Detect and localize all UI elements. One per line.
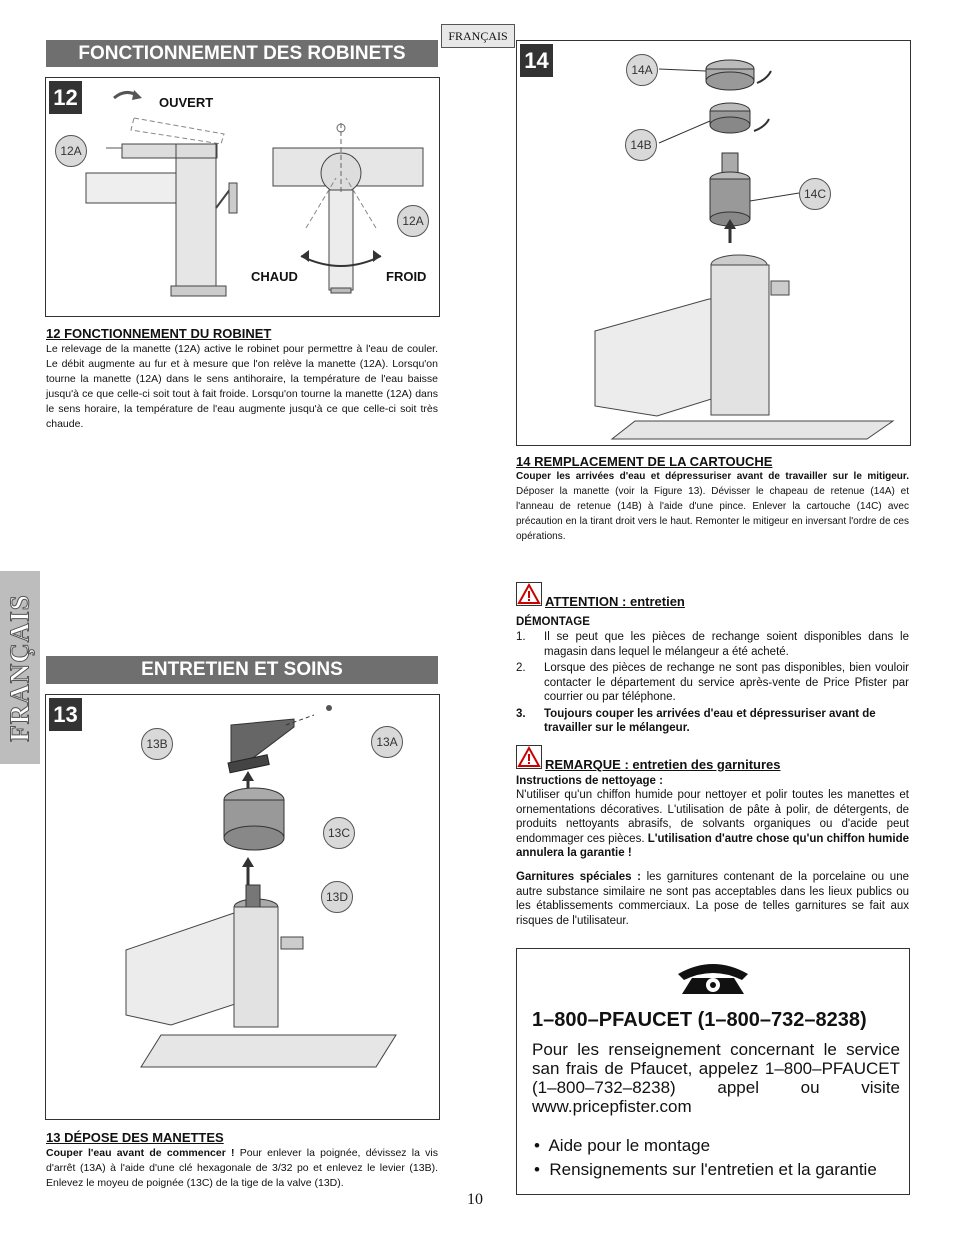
section-header-fonctionnement: FONCTIONNEMENT DES ROBINETS	[46, 40, 438, 67]
bullet-item: • Aide pour le montage	[534, 1136, 711, 1155]
side-tab-label: FRANÇAIS	[4, 593, 35, 742]
caption-13-body: Pour enlever la poignée, dévissez la vis d'arrêt (13A) à l'aide d'une clé hexagonale de 3/32 po et enlevez le levier (13B). Enlevez le moyeu de poignée (13C) de la tige de la valve (13D).	[46, 1147, 438, 1189]
caption-13-text	[46, 1146, 438, 1191]
page-number: 10	[467, 1191, 483, 1208]
attention-title: ATTENTION : entretien	[545, 594, 685, 609]
caption-13-bold: Couper l'eau avant de commencer !	[46, 1147, 235, 1159]
figure-number: 13	[49, 698, 82, 731]
callout-13c: 13C	[323, 817, 355, 849]
callout-12a: 12A	[55, 135, 87, 167]
special-trim-heading: Garnitures spéciales :	[516, 871, 641, 883]
callout-13a: 13A	[371, 726, 403, 758]
section-header-entretien: ENTRETIEN ET SOINS	[46, 656, 438, 684]
cleaning-body: N'utiliser qu'un chiffon humide pour nettoyer et polir toutes les manettes et ornementations décoratives. L'utilisation de pâte à polir, de détergents, de produits nettoyants abrasifs, de solvants organiques ou d'acide peut endommager ces pièces.	[516, 789, 909, 845]
callout-13b: 13B	[141, 728, 173, 760]
figure-13	[45, 694, 440, 1120]
warning-triangle-icon	[516, 745, 542, 769]
callout-14c: 14C	[799, 178, 831, 210]
cleaning-heading: Instructions de nettoyage :	[516, 775, 663, 787]
callout-12a-front: 12A	[397, 205, 429, 237]
callout-14a: 14A	[626, 54, 658, 86]
list-item: 3. Toujours couper les arrivées d'eau et dépressuriser avant de travailler sur le mélangeur.	[516, 707, 876, 734]
figure-12	[45, 77, 440, 317]
figure-14	[516, 40, 911, 446]
warning-triangle-icon	[516, 582, 542, 606]
caption-12-text: Le relevage de la manette (12A) active le robinet pour permettre à l'eau de couler. Le débit augmente au fur et à mesure que l'on relève la manette (12A). Lorsqu'on tourne la manette (12A) dans le sens antihoraire, la température de l'eau baisse jusqu'à ce que celle-ci soit tout à fait froide. Lorsqu'on tourne la manette (12A) dans le sens horaire, la température de l'eau augmente jusqu'à ce que celle-ci soit très chaude.	[46, 343, 438, 430]
caption-14-title: 14 REMPLACEMENT DE LA CARTOUCHE	[516, 454, 773, 469]
telephone-icon	[674, 958, 752, 996]
list-item: 2. Lorsque des pièces de rechange ne sont pas disponibles, bien vouloir contacter le département du service après-vente de Price Pfister par courrier ou par téléphone.	[516, 662, 909, 703]
bullet-item: • Rensignements sur l'entretien et la garantie	[534, 1160, 877, 1179]
faucet-illustration-side	[46, 78, 439, 316]
label-froid: FROID	[386, 269, 427, 284]
caption-12-title: 12 FONCTIONNEMENT DU ROBINET	[46, 326, 272, 341]
phone-number: 1–800–PFAUCET (1–800–732–8238)	[532, 1009, 867, 1031]
list-item: 1. Il se peut que les pièces de rechange soient disponibles dans le magasin dans lequel le mélangeur a été acheté.	[516, 631, 909, 658]
cleaning-text	[516, 788, 909, 861]
figure-number: 14	[520, 44, 553, 77]
caption-14-text	[516, 469, 909, 544]
faucet-exploded-illustration	[46, 695, 439, 1119]
contact-info: Pour les renseignement concernant le service san frais de Pfaucet, appelez 1–800–PFAUCET (1–800–732–8238) appel ou visite www.pricepfister.com	[532, 1040, 900, 1116]
caption-14-body: Déposer la manette (voir la Figure 13). Dévisser le chapeau de retenue (14A) et l'anneau de retenue (14B) à l'aide d'une pince. Enlever la cartouche (14C) avec précaution en la tirant droit vers le haut. Remonter le mitigeur en inversant l'ordre de ces opérations.	[516, 486, 909, 542]
figure-number: 12	[49, 81, 82, 114]
demontage-heading: DÉMONTAGE	[516, 616, 590, 628]
side-language-tab	[0, 571, 40, 764]
language-tag: FRANÇAIS	[441, 24, 515, 48]
callout-13d: 13D	[321, 881, 353, 913]
maintenance-list	[516, 630, 909, 736]
cleaning-warning: L'utilisation d'autre chose qu'un chiffon humide annulera la garantie !	[516, 832, 909, 859]
callout-14b: 14B	[625, 129, 657, 161]
label-chaud: CHAUD	[251, 269, 298, 284]
special-trim-text	[516, 870, 909, 928]
caption-13-title: 13 DÉPOSE DES MANETTES	[46, 1130, 224, 1145]
cartridge-exploded-illustration	[517, 41, 910, 445]
caption-14-bold: Couper les arrivées d'eau et dépressuriser avant de travailler sur le mitigeur.	[516, 471, 909, 482]
special-trim-body: les garnitures contenant de la porcelaine ou une autre substance similaire ne sont pas acceptables dans les lieux publics ou les établissements commerciaux. La pose de telles garnitures se fait aux risques de l'utilisateur.	[516, 871, 909, 927]
remarque-title: REMARQUE : entretien des garnitures	[545, 757, 781, 772]
label-ouvert: OUVERT	[159, 95, 214, 110]
contact-box	[516, 948, 910, 1195]
